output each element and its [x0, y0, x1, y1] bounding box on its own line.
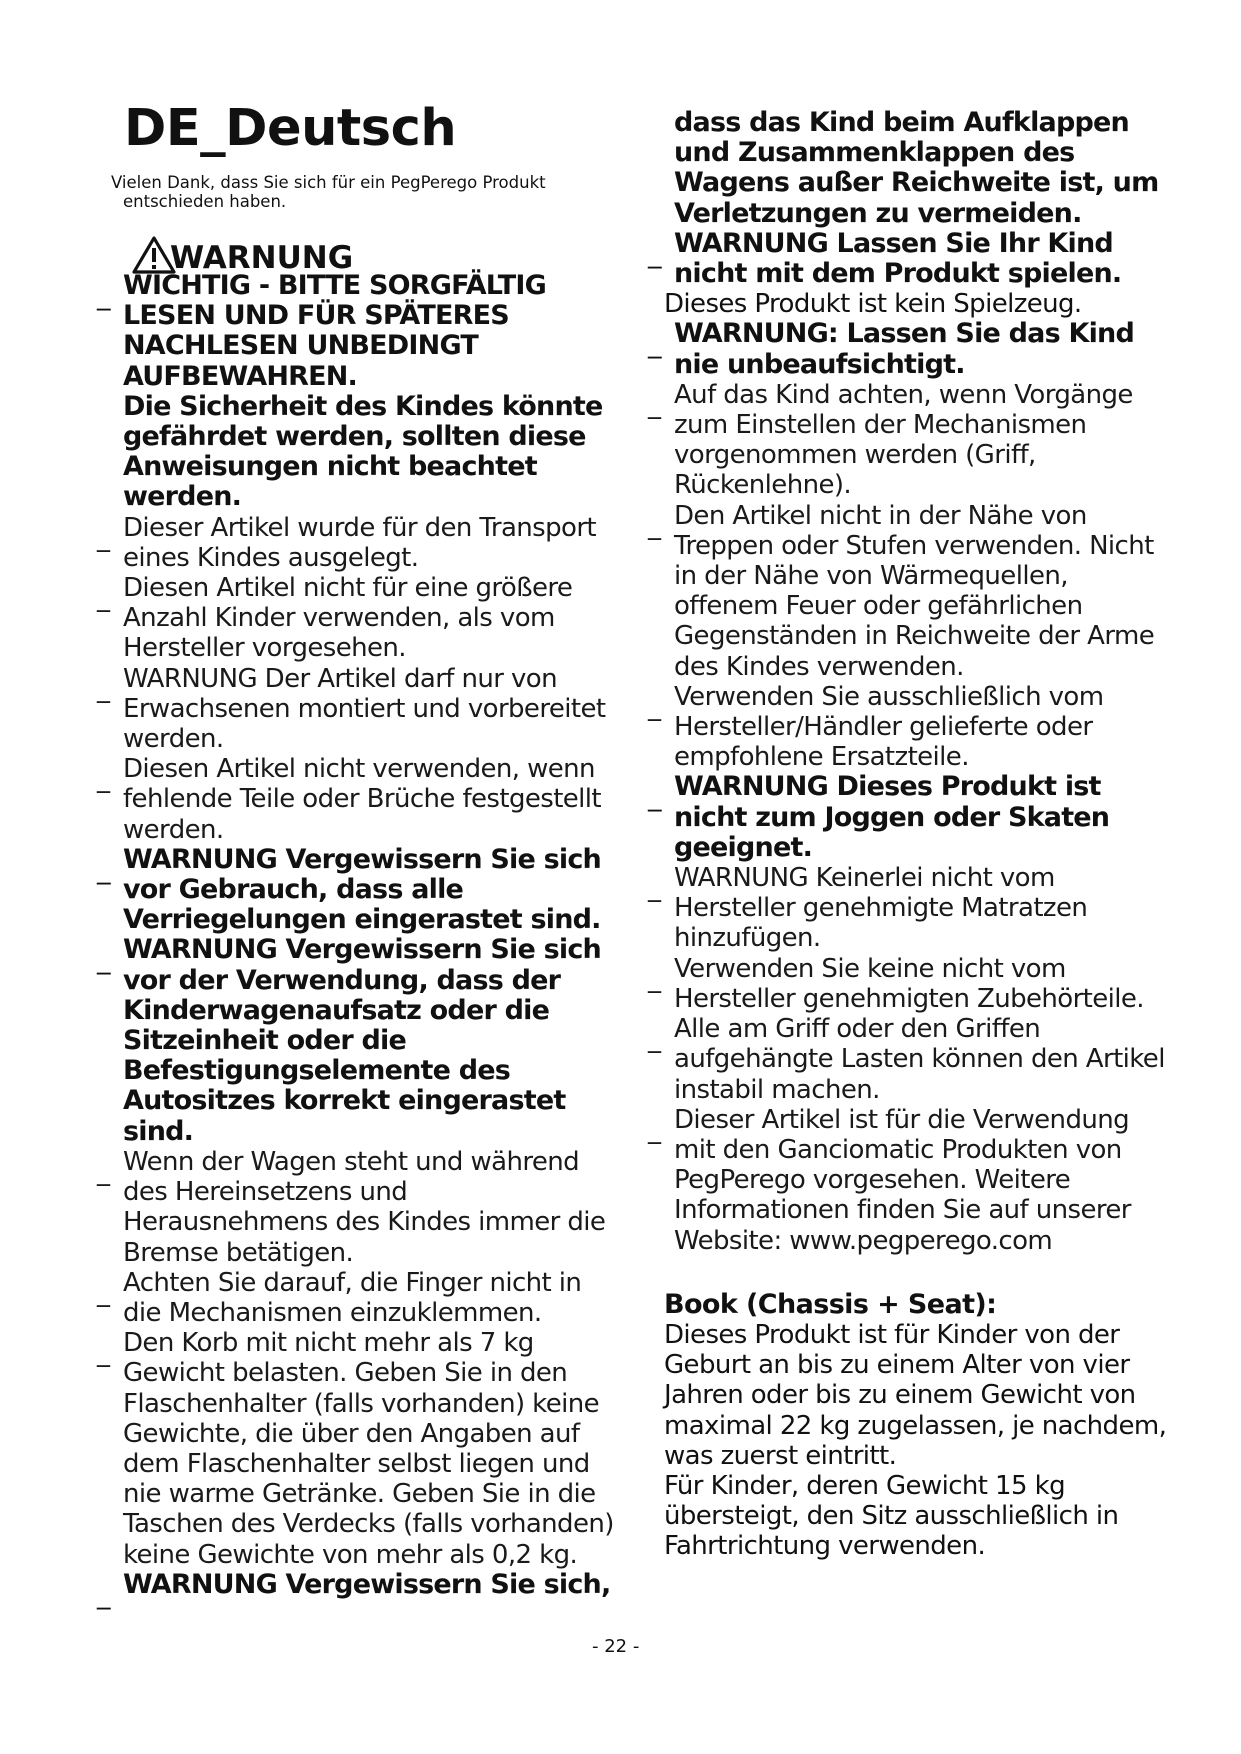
- list-item: _ Den Korb mit nicht mehr als 7 kg Gewicht belasten. Geben Sie in den Flaschenhalter (falls vorhanden) keine Gewichte, die über den Angaben auf dem Flaschenhalter selbst liegen und nie warme Getränke. Geben Sie in die Taschen des Verdecks (falls vorhanden) keine Gewichte von mehr als 0,2 kg.: [97, 1328, 614, 1570]
- intro-text: [111, 173, 601, 211]
- list-item: _ Alle am Griff oder den Griffen aufgehängte Lasten können den Artikel instabil machen.: [648, 1014, 1165, 1105]
- list-item: _ WARNUNG Vergewissern Sie sich vor Gebrauch, dass alle Verriegelungen eingerastet sind.: [97, 843, 601, 936]
- left-column: [97, 270, 617, 1610]
- book-section-heading: Book (Chassis + Seat):: [664, 1288, 997, 1320]
- list-item: _ Den Artikel nicht in der Nähe von Treppen oder Stufen verwenden. Nicht in der Nähe von Wärmequellen, offenem Feuer oder gefährlichen Gegenständen in Reichweite der Arme des Kindes verwenden.: [648, 500, 1155, 682]
- list-item: _ WARNUNG Dieses Produkt ist nicht zum Joggen oder Skaten geeignet.: [648, 771, 1110, 863]
- intro-line-2: entschieden haben.: [123, 192, 287, 211]
- list-item: _ Diesen Artikel nicht verwenden, wenn fehlende Teile oder Brüche festgestellt werden.: [97, 754, 602, 845]
- list-item-continuation: dass das Kind beim Aufklappen und Zusammenklappen des Wagens außer Reichweite ist, um Verletzungen zu vermeiden.: [674, 107, 1159, 229]
- list-item: _ WARNUNG: Lassen Sie das Kind nie unbeaufsichtigt.: [648, 318, 1134, 380]
- warning-heading-label: WARNUNG: [170, 240, 354, 276]
- page-number: - 22 -: [592, 1636, 640, 1657]
- list-item: _ Achten Sie darauf, die Finger nicht in die Mechanismen einzuklemmen.: [97, 1267, 582, 1328]
- list-item: _ WARNUNG Vergewissern Sie sich,: [97, 1568, 611, 1610]
- list-item-continuation: Die Sicherheit des Kindes könnte gefährdet werden, sollten diese Anweisungen nicht beachtet werden.: [123, 390, 603, 513]
- list-item: _ Verwenden Sie ausschließlich vom Hersteller/Händler gelieferte oder empfohlene Ersatzteile.: [648, 681, 1104, 773]
- warning-heading: [132, 236, 353, 274]
- right-column: [648, 108, 1168, 1562]
- list-item-continuation: Dieses Produkt ist kein Spielzeug.: [664, 289, 1082, 320]
- list-item: _ WARNUNG Der Artikel darf nur von Erwachsenen montiert und vorbereitet werden.: [97, 663, 606, 755]
- book-paragraph-2: Für Kinder, deren Gewicht 15 kg übersteigt, den Sitz ausschließlich in Fahrtrichtung verwenden.: [664, 1470, 1119, 1562]
- list-item: _ Diesen Artikel nicht für eine größere Anzahl Kinder verwenden, als vom Hersteller vorgesehen.: [97, 573, 573, 664]
- list-item: _ Dieser Artikel ist für die Verwendung mit den Ganciomatic Produkten von PegPerego vorgesehen. Weitere Informationen finden Sie auf unserer Website: www.pegperego.com: [648, 1104, 1131, 1256]
- list-item: _ Wenn der Wagen steht und während des Hereinsetzens und Herausnehmens des Kindes immer die Bremse betätigen.: [97, 1146, 606, 1268]
- list-item: _ WICHTIG - BITTE SORGFÄLTIG LESEN UND FÜR SPÄTERES NACHLESEN UNBEDINGT AUFBEWAHREN.: [97, 270, 546, 392]
- list-item: _ Auf das Kind achten, wenn Vorgänge zum Einstellen der Mechanismen vorgenommen werden (Griff, Rückenlehne).: [648, 379, 1133, 501]
- list-item: _ Verwenden Sie keine nicht vom Hersteller genehmigten Zubehörteile.: [648, 953, 1144, 1014]
- list-item: _ WARNUNG Lassen Sie Ihr Kind nicht mit dem Produkt spielen.: [648, 227, 1122, 290]
- intro-line-1: Vielen Dank, dass Sie sich für ein PegPerego Produkt: [111, 173, 546, 192]
- list-item: _ Dieser Artikel wurde für den Transport eines Kindes ausgelegt.: [97, 512, 597, 573]
- page-title: DE_Deutsch: [124, 99, 457, 158]
- list-item: _ WARNUNG Vergewissern Sie sich vor der Verwendung, dass der Kinderwagenaufsatz oder die Sitzeinheit oder die Befestigungselemente des Autositzes korrekt eingerastet sind.: [97, 934, 601, 1147]
- list-item: _ WARNUNG Keinerlei nicht vom Hersteller genehmigte Matratzen hinzufügen.: [648, 863, 1088, 954]
- book-paragraph-1: Dieses Produkt ist für Kinder von der Geburt an bis zu einem Alter von vier Jahren oder bis zu einem Gewicht von maximal 22 kg zugelassen, je nachdem, was zuerst eintritt.: [664, 1319, 1167, 1471]
